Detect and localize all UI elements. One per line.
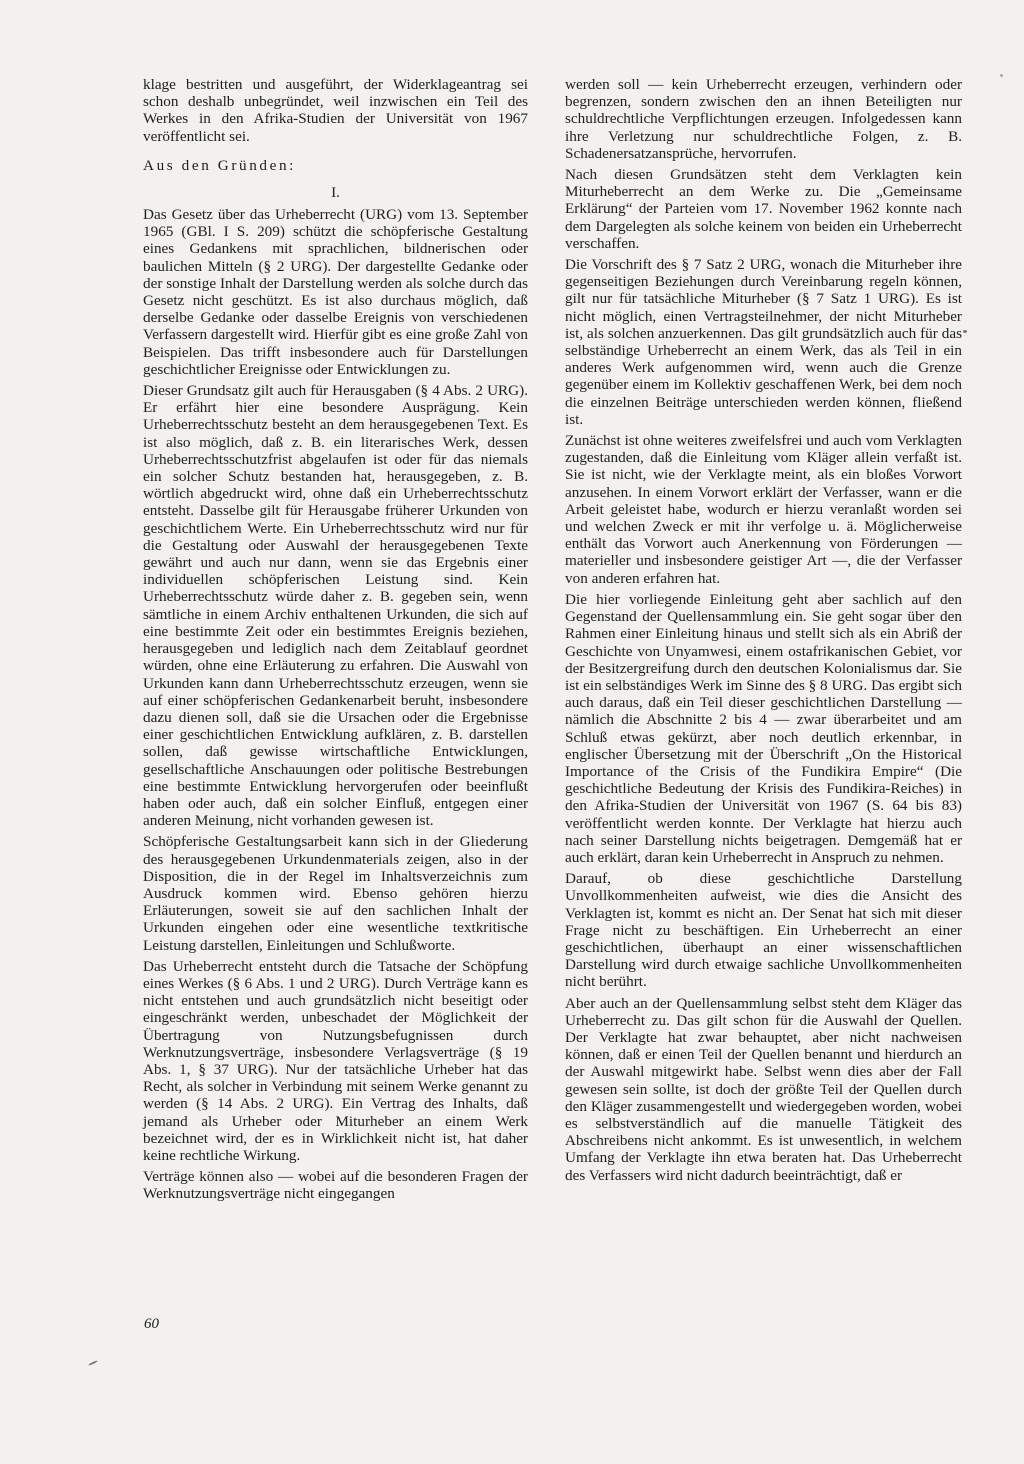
paragraph: Zunächst ist ohne weiteres zweifelsfrei und auch vom Verklagten zugestanden, daß die Einleitung vom Kläger allein verfaßt ist. Sie ist nicht, wie der Verklagte meint, als ein bloßes Vorwort anzusehen. In einem Vorwort erklärt der Verfasser, wann er die Arbeit geleistet habe, wodurch er hierzu veranlaßt worden sei und welchen Zweck er mit ihr verfolge u. ä. Möglicherweise enthält das Vorwort auch Anerkennung von Förderungen — materieller und insbesondere geistiger Art —, die der Verfasser von anderen erfahren hat. (565, 432, 962, 587)
right-column (565, 76, 962, 1184)
paragraph: Schöpferische Gestaltungsarbeit kann sich in der Gliederung des herausgegebenen Urkundenmaterials zeigen, also in der Disposition, die in der Regel im Inhaltsverzeichnis zum Ausdruck kommen wird. Ebenso gehören hierzu Erläuterungen, soweit sie auf den sachlichen Inhalt der Urkunden eingehen oder eine wesentliche textkritische Leistung darstellen, Einleitungen und Schlußworte. (143, 833, 528, 954)
section-heading: Aus den Gründen: (143, 156, 296, 174)
page-number: 60 (144, 1316, 159, 1332)
paragraph: Die Vorschrift des § 7 Satz 2 URG, wonach die Miturheber ihre gegenseitigen Beziehungen durch Vereinbarung regeln können, gilt nur für tatsächliche Miturheber (§ 7 Satz 1 URG). Es ist nicht möglich, einen Vertragsteilnehmer, der nicht Miturheber ist, als solchen anzuerkennen. Das gilt grundsätzlich auch für das selbständige Urheberrecht an einem Werk, das als Teil in ein anderes Werk aufgenommen wird, wenn auch die Grenze gegenüber einem im Kollektiv geschaffenen Werk, bei dem noch die einzelnen Beiträge unterschieden werden können, fließend ist. (565, 256, 962, 428)
paragraph: Dieser Grundsatz gilt auch für Herausgaben (§ 4 Abs. 2 URG). Er erfährt hier eine besondere Ausprägung. Kein Urheberrechtsschutz besteht an dem herausgegebenen Text. Es ist also möglich, daß z. B. ein literarisches Werk, dessen Urheberrechtsschutzfrist abgelaufen ist oder für das niemals ein solcher Schutz bestanden hat, herausgegeben, z. B. wörtlich abgedruckt wird, ohne daß ein Urheberrechtsschutz entsteht. Dasselbe gilt für Herausgabe früherer Urkunden von geschichtlichem Werte. Ein Urheberrechtsschutz wird nur für die Gestaltung oder Auswahl der herausgegebenen Texte gewährt und auch nur dann, wenn sie das Ergebnis einer individuellen schöpferischen Leistung sind. Kein Urheberrechtsschutz würde daher z. B. gegeben sein, wenn sämtliche in einem Archiv enthaltenen Urkunden, die sich auf eine bestimmte Zeit oder ein bestimmtes Ereignis beziehen, herausgegeben und lediglich nach dem Zeitablauf geordnet würden, ohne eine Erläuterung zu erfahren. Die Auswahl von Urkunden kann dann Urheberrechtsschutz erzeugen, wenn sie auf einer schöpferischen Gedankenarbeit beruht, insbesondere dazu dienen soll, daß sie die Ursachen oder die Ergebnisse einer geschichtlichen Entwicklung aufklären, z. B. darstellen sollen, daß gewisse wirtschaftliche Entwicklungen, gesellschaftliche Anschauungen oder politische Bestrebungen eine bestimmte Entwicklung hervorgerufen oder beeinflußt haben oder auch, daß ein solcher Einfluß, entgegen einer anderen Meinung, nicht vorhanden gewesen ist. (143, 382, 528, 830)
paragraph: klage bestritten und ausgeführt, der Widerklageantrag sei schon deshalb unbegründet, weil inzwischen ein Teil des Werkes in den Afrika-Studien der Universität von 1967 veröffentlicht sei. (143, 76, 528, 145)
paragraph: Das Urheberrecht entsteht durch die Tatsache der Schöpfung eines Werkes (§ 6 Abs. 1 und 2 URG). Durch Verträge kann es nicht entstehen und auch grundsätzlich nicht beseitigt oder eingeschränkt werden, unbeschadet der Möglichkeit der Übertragung von Nutzungsbefugnissen durch Werknutzungsverträge, insbesondere Verlagsverträge (§ 19 Abs. 1, § 37 URG). Nur der tatsächliche Urheber hat das Recht, als solcher in Verbindung mit seinem Werke genannt zu werden (§ 14 Abs. 2 URG). Ein Vertrag des Inhalts, daß jemand als Urheber oder Miturheber an einem Werk bezeichnet wird, der es in Wirklichkeit nicht ist, hat daher keine rechtliche Wirkung. (143, 957, 528, 1164)
paragraph: Nach diesen Grundsätzen steht dem Verklagten kein Miturheberrecht an dem Werke zu. Die „Gemeinsame Erklärung“ der Parteien vom 17. November 1962 konnte nach dem Dargelegten als solche keinem von beiden ein Urheberrecht verschaffen. (565, 166, 962, 252)
paragraph: Aber auch an der Quellensammlung selbst steht dem Kläger das Urheberrecht zu. Das gilt schon für die Auswahl der Quellen. Der Verklagte hat zwar behauptet, aber nicht nachweisen können, daß er einen Teil der Quellen benannt und hierdurch an der Auswahl mitgewirkt habe. Selbst wenn dies aber der Fall gewesen sein sollte, ist doch der größte Teil der Quellen durch den Kläger zusammengestellt und wiedergegeben worden, wobei es selbstverständlich auf die manuelle Tätigkeit des Abschreibens nicht ankommt. Es ist unwesentlich, in welchem Umfang der Verklagte ihn etwa beraten hat. Das Urheberrecht des Verfassers wird nicht dadurch beeinträchtigt, daß er (565, 994, 962, 1184)
paragraph: werden soll — kein Urheberrecht erzeugen, verhindern oder begrenzen, sondern zwischen den an ihnen Beteiligten nur schuldrechtliche Verpflichtungen erzeugen. Infolgedessen kann ihre Verletzung nur schuldrechtliche Folgen, z. B. Schadenersatzansprüche, hervorrufen. (565, 76, 962, 162)
paragraph: Die hier vorliegende Einleitung geht aber sachlich auf den Gegenstand der Quellensammlung ein. Sie geht sogar über den Rahmen einer Einleitung hinaus und stellt sich als ein Abriß der Geschichte von Unyamwesi, einem ostafrikanischen Gebiet, vor der Besitzergreifung durch den deutschen Kolonialismus dar. Sie ist ein selbständiges Werk im Sinne des § 8 URG. Das ergibt sich auch daraus, daß ein Teil dieser geschichtlichen Darstellung — nämlich die Abschnitte 2 bis 4 — zwar überarbeitet und am Schluß etwas gekürzt, aber noch deutlich erkennbar, in englischer Übersetzung mit der Überschrift „On the Historical Importance of the Crisis of the Fundikira Empire“ (Die geschichtliche Bedeutung der Krisis des Fundikira-Reiches) in den Afrika-Studien der Universität von 1967 (S. 64 bis 83) veröffentlicht werden konnte. Der Verklagte hat hierzu auch nach seiner Darstellung nichts beigetragen. Demgemäß hat er auch erklärt, daran kein Urheberrecht in Anspruch zu nehmen. (565, 590, 962, 866)
section-number: I. (331, 184, 340, 202)
paragraph: Verträge können also — wobei auf die besonderen Fragen der Werknutzungsverträge nicht eingegangen (143, 1168, 528, 1203)
scan-speck (1000, 74, 1003, 77)
scan-speck (88, 1360, 98, 1366)
paragraph: Das Gesetz über das Urheberrecht (URG) vom 13. September 1965 (GBl. I S. 209) schützt die schöpferische Gestaltung eines Gedankens mit sprachlichen, bildnerischen oder baulichen Mitteln (§ 2 URG). Der dargestellte Gedanke oder der sonstige Inhalt der Darstellung werden als solche durch das Gesetz nicht geschützt. Es ist also durchaus möglich, daß derselbe Gedanke oder dasselbe Ereignis von verschiedenen Verfassern dargestellt wird. Hierfür gibt es eine große Zahl von Beispielen. Das trifft insbesondere auch für Darstellungen geschichtlicher Ereignisse oder Entwicklungen zu. (143, 206, 528, 378)
left-column (143, 76, 528, 1203)
paragraph: Darauf, ob diese geschichtliche Darstellung Unvollkommenheiten aufweist, wie dies die Ansicht des Verklagten ist, kommt es nicht an. Der Senat hat sich mit dieser Frage nicht zu beschäftigen. Ein Urheberrecht an einer geschichtlichen, überhaupt an einer wissenschaftlichen Darstellung wird durch etwaige sachliche Unvollkommenheiten nicht berührt. (565, 870, 962, 991)
scan-speck (963, 330, 967, 333)
